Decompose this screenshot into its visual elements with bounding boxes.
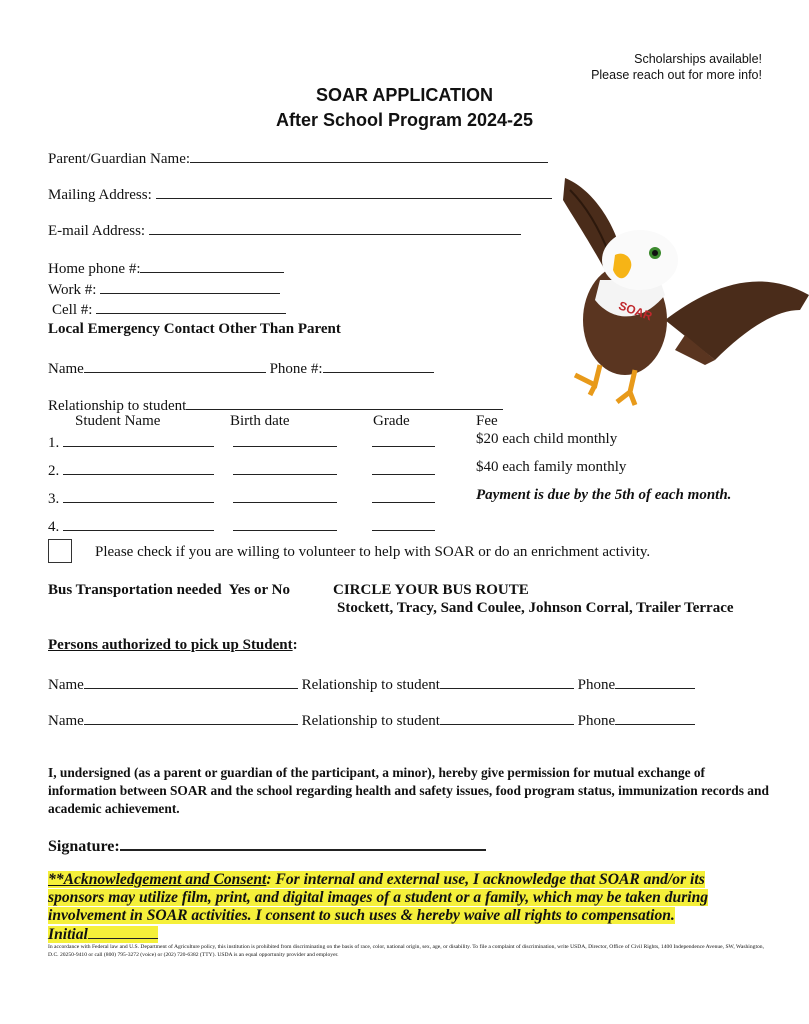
relationship-field[interactable] (48, 395, 503, 414)
pickup-relationship-input[interactable] (440, 674, 574, 689)
header-grade: Grade (373, 413, 410, 429)
emergency-heading: Local Emergency Contact Other Than Parent (48, 321, 341, 337)
home-phone-field[interactable] (48, 258, 284, 277)
note-line-2: Please reach out for more info! (591, 68, 762, 82)
row-number: 1. (48, 435, 60, 451)
label: Relationship to student (48, 398, 187, 414)
header-fee: Fee (476, 413, 498, 429)
initial-label: Initial (48, 926, 88, 943)
grade-input[interactable] (372, 460, 435, 475)
bus-route-heading: CIRCLE YOUR BUS ROUTE (333, 582, 529, 598)
pickup-row[interactable] (48, 674, 695, 693)
cell-phone-field[interactable] (52, 299, 286, 318)
work-phone-field[interactable] (48, 279, 280, 298)
row-number: 3. (48, 491, 60, 507)
bus-transportation-label: Bus Transportation needed Yes or No (48, 582, 290, 598)
student-name-input[interactable] (63, 488, 214, 503)
student-row[interactable] (48, 460, 435, 479)
consent-block (48, 871, 728, 944)
student-name-input[interactable] (63, 432, 214, 447)
label: Phone #: (269, 361, 323, 377)
initial-input[interactable] (88, 925, 158, 939)
label: Name (48, 677, 84, 693)
grade-input[interactable] (372, 432, 435, 447)
input-line[interactable] (190, 148, 548, 163)
note-line-1: Scholarships available! (634, 52, 762, 66)
badge-text: SOAR (616, 298, 655, 324)
pickup-name-input[interactable] (84, 674, 298, 689)
grade-input[interactable] (372, 488, 435, 503)
student-name-input[interactable] (63, 460, 214, 475)
emergency-phone-input[interactable] (323, 358, 434, 373)
birth-date-input[interactable] (233, 488, 337, 503)
label: Name (48, 361, 84, 377)
header-student-name: Student Name (75, 413, 161, 429)
birth-date-input[interactable] (233, 432, 337, 447)
input-line[interactable] (149, 220, 521, 235)
signature-field[interactable] (48, 835, 486, 855)
label: Work #: (48, 282, 97, 298)
usda-nondiscrimination-statement: In accordance with Federal law and U.S. Department of Agriculture policy, this institution is prohibited from discriminating on the basis of race, color, national origin, sex, age, or disability. To file a complaint of discrimination, write USDA, Director, Office of Civil Rights, 1400 Independence Avenue, SW, Washington, D.C. 20250-9410 or call (800) 795-3272 (voice) or (202) 720-6382 (TTY). USDA is an equal opportunity provider and employer. (48, 944, 764, 958)
bus-routes: Stockett, Tracy, Sand Coulee, Johnson Corral, Trailer Terrace (337, 600, 734, 616)
label: E-mail Address: (48, 223, 146, 239)
email-field[interactable] (48, 220, 521, 239)
label: Signature: (48, 838, 120, 855)
title-line-2: After School Program 2024-25 (275, 110, 534, 130)
row-number: 2. (48, 463, 60, 479)
row-number: 4. (48, 519, 60, 535)
header-birth-date: Birth date (230, 413, 290, 429)
pickup-phone-input[interactable] (615, 674, 695, 689)
birth-date-input[interactable] (233, 516, 337, 531)
label: Relationship to student (301, 713, 440, 729)
scholarship-note (591, 51, 762, 83)
student-row[interactable] (48, 488, 435, 507)
pickup-heading-text: Persons authorized to pick up Student (48, 637, 293, 653)
label: Name (48, 713, 84, 729)
input-line[interactable] (96, 299, 286, 314)
payment-due-note: Payment is due by the 5th of each month. (476, 487, 732, 503)
eagle-mascot-illustration (555, 170, 809, 415)
fee-child: $20 each child monthly (476, 431, 618, 447)
emergency-name-row[interactable] (48, 358, 434, 377)
parent-name-field[interactable] (48, 148, 548, 167)
pickup-name-input[interactable] (84, 710, 298, 725)
input-line[interactable] (140, 258, 284, 273)
mailing-address-field[interactable] (48, 184, 552, 203)
volunteer-label: Please check if you are willing to volunteer to help with SOAR or do an enrichment activity. (95, 544, 651, 560)
pickup-row[interactable] (48, 710, 695, 729)
birth-date-input[interactable] (233, 460, 337, 475)
consent-text: : For internal and external use, I acknowledge that SOAR and/or its sponsors may utilize film, print, and digital images of a student or a family, which may be taken during involvement in SOAR activities. I consent to such uses & hereby waive all rights to compensation. (48, 871, 709, 924)
label: Phone (577, 713, 616, 729)
signature-input[interactable] (120, 835, 486, 851)
volunteer-checkbox[interactable] (48, 539, 72, 563)
page-title (0, 83, 809, 133)
pickup-phone-input[interactable] (615, 710, 695, 725)
emergency-name-input[interactable] (84, 358, 266, 373)
colon: : (292, 637, 298, 653)
label: Home phone #: (48, 261, 141, 277)
label: Cell #: (52, 302, 93, 318)
label: Phone (577, 677, 616, 693)
student-name-input[interactable] (63, 516, 214, 531)
fee-family: $40 each family monthly (476, 459, 627, 475)
label: Parent/Guardian Name: (48, 151, 191, 167)
input-line[interactable] (100, 279, 280, 294)
title-line-1: SOAR APPLICATION (315, 85, 493, 105)
permission-statement: I, undersigned (as a parent or guardian of the participant, a minor), hereby give permission for mutual exchange of information between SOAR and the school regarding health and safety issues, food program status, immunization records and academic achievement. (48, 765, 769, 816)
pickup-heading (48, 638, 298, 653)
consent-heading: **Acknowledgement and Consent (48, 871, 267, 888)
label: Mailing Address: (48, 187, 152, 203)
input-line[interactable] (156, 184, 552, 199)
grade-input[interactable] (372, 516, 435, 531)
pickup-relationship-input[interactable] (440, 710, 574, 725)
student-row[interactable] (48, 516, 435, 535)
input-line[interactable] (186, 395, 503, 410)
label: Relationship to student (301, 677, 440, 693)
student-row[interactable] (48, 432, 435, 451)
